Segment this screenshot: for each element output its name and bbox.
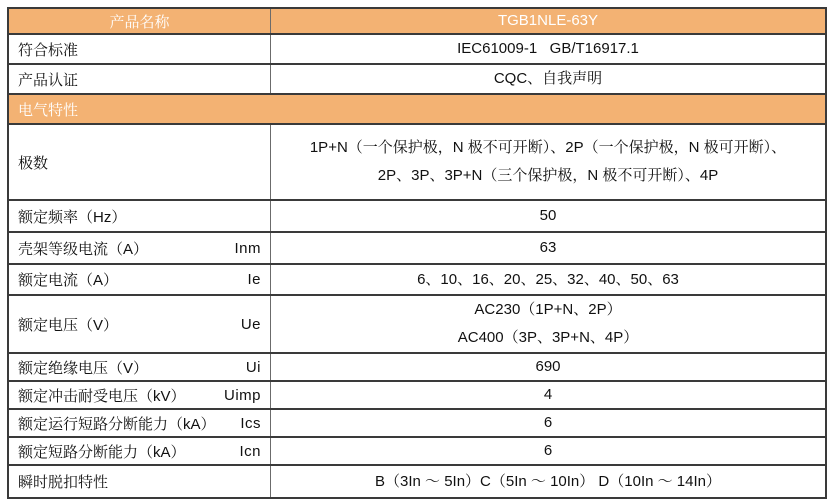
rated-current-label-cell — [9, 265, 271, 294]
standards-value-cell — [271, 35, 825, 63]
product-model-value: TGB1NLE-63Y — [497, 12, 599, 30]
poles-label: 极数 — [18, 154, 49, 172]
impulse-voltage-label: 额定冲击耐受电压（kV） — [18, 387, 186, 405]
impulse-voltage-label-cell — [9, 382, 271, 408]
product-name-label: 产品名称 — [109, 13, 170, 31]
certification-value-cell — [271, 65, 825, 93]
rated-current-value: 6、10、16、20、25、32、40、50、63 — [417, 270, 679, 288]
table-row-insulation-voltage — [9, 354, 825, 382]
table-row-frame-current — [9, 233, 825, 265]
tripping-label: 瞬时脱扣特性 — [18, 474, 109, 491]
product-name-header-cell — [9, 9, 271, 33]
insulation-voltage-label-cell — [9, 354, 271, 380]
ultimate-breaking-value-cell — [271, 438, 825, 464]
tripping-value: B（3In ～ 5In）C（5In ～ 10In） D（10In ～ 14In） — [375, 472, 721, 490]
standards-label-cell — [9, 35, 271, 63]
table-row-rated-frequency — [9, 201, 825, 233]
certification-value: CQC、自我声明 — [493, 70, 603, 88]
table-row-product-name — [9, 9, 825, 35]
ultimate-breaking-label: 额定短路分断能力（kA） — [18, 443, 186, 461]
table-row-tripping-characteristic — [9, 466, 825, 497]
table-row-certification — [9, 65, 825, 95]
ultimate-breaking-symbol: Icn — [239, 442, 261, 460]
rated-current-symbol: Ie — [247, 271, 261, 288]
rated-frequency-label-cell — [9, 201, 271, 231]
impulse-voltage-symbol: Uimp — [223, 386, 261, 404]
rated-frequency-value: 50 — [539, 207, 557, 225]
rated-voltage-symbol: Ue — [240, 315, 261, 333]
product-spec-table — [7, 7, 827, 499]
insulation-voltage-symbol: Ui — [245, 358, 261, 376]
table-row-poles — [9, 125, 825, 201]
table-row-ultimate-breaking-capacity — [9, 438, 825, 466]
poles-value-line1: 1P+N（一个保护极，N 极不可开断）、2P（一个保护极，N 极可开断）、 — [309, 139, 787, 157]
tripping-label-cell — [9, 466, 271, 497]
tripping-value-cell — [271, 466, 825, 497]
rated-voltage-value-line2: AC400（3P、3P+N、4P） — [457, 329, 639, 346]
ultimate-breaking-label-cell — [9, 438, 271, 464]
table-row-impulse-voltage — [9, 382, 825, 410]
frame-current-symbol: Inm — [234, 239, 261, 257]
insulation-voltage-value: 690 — [535, 358, 561, 376]
rated-current-label: 额定电流（A） — [18, 272, 119, 289]
section-title: 电气特性 — [18, 101, 79, 119]
frame-current-value-cell — [271, 233, 825, 263]
product-model-cell — [271, 9, 825, 33]
rated-voltage-label-cell — [9, 296, 271, 352]
table-section-electrical — [9, 95, 825, 125]
table-row-service-breaking-capacity — [9, 410, 825, 438]
poles-value-cell — [271, 125, 825, 199]
service-breaking-symbol: Ics — [240, 414, 261, 432]
rated-current-value-cell — [271, 265, 825, 294]
service-breaking-label: 额定运行短路分断能力（kA） — [18, 415, 216, 433]
service-breaking-value-cell — [271, 410, 825, 436]
service-breaking-label-cell — [9, 410, 271, 436]
standards-value: IEC61009-1 GB/T16917.1 — [457, 40, 639, 58]
certification-label-cell — [9, 65, 271, 93]
rated-voltage-value-line1: AC230（1P+N、2P） — [474, 301, 622, 319]
standards-label: 符合标准 — [18, 41, 79, 59]
rated-frequency-label: 额定频率（Hz） — [18, 208, 127, 226]
ultimate-breaking-value: 6 — [543, 442, 553, 460]
rated-voltage-value-cell — [271, 296, 825, 352]
frame-current-value: 63 — [539, 239, 557, 257]
impulse-voltage-value-cell — [271, 382, 825, 408]
poles-value-line2: 2P、3P、3P+N（三个保护极，N 极不可开断）、4P — [377, 167, 719, 184]
service-breaking-value: 6 — [543, 414, 553, 432]
insulation-voltage-value-cell — [271, 354, 825, 380]
frame-current-label-cell — [9, 233, 271, 263]
certification-label: 产品认证 — [18, 71, 79, 89]
table-row-standards — [9, 35, 825, 65]
poles-label-cell — [9, 125, 271, 199]
table-row-rated-current — [9, 265, 825, 296]
frame-current-label: 壳架等级电流（A） — [18, 240, 149, 258]
impulse-voltage-value: 4 — [543, 386, 553, 404]
rated-voltage-label: 额定电压（V） — [18, 316, 119, 334]
table-row-rated-voltage — [9, 296, 825, 354]
insulation-voltage-label: 额定绝缘电压（V） — [18, 359, 149, 377]
section-title-cell — [9, 95, 825, 123]
rated-frequency-value-cell — [271, 201, 825, 231]
